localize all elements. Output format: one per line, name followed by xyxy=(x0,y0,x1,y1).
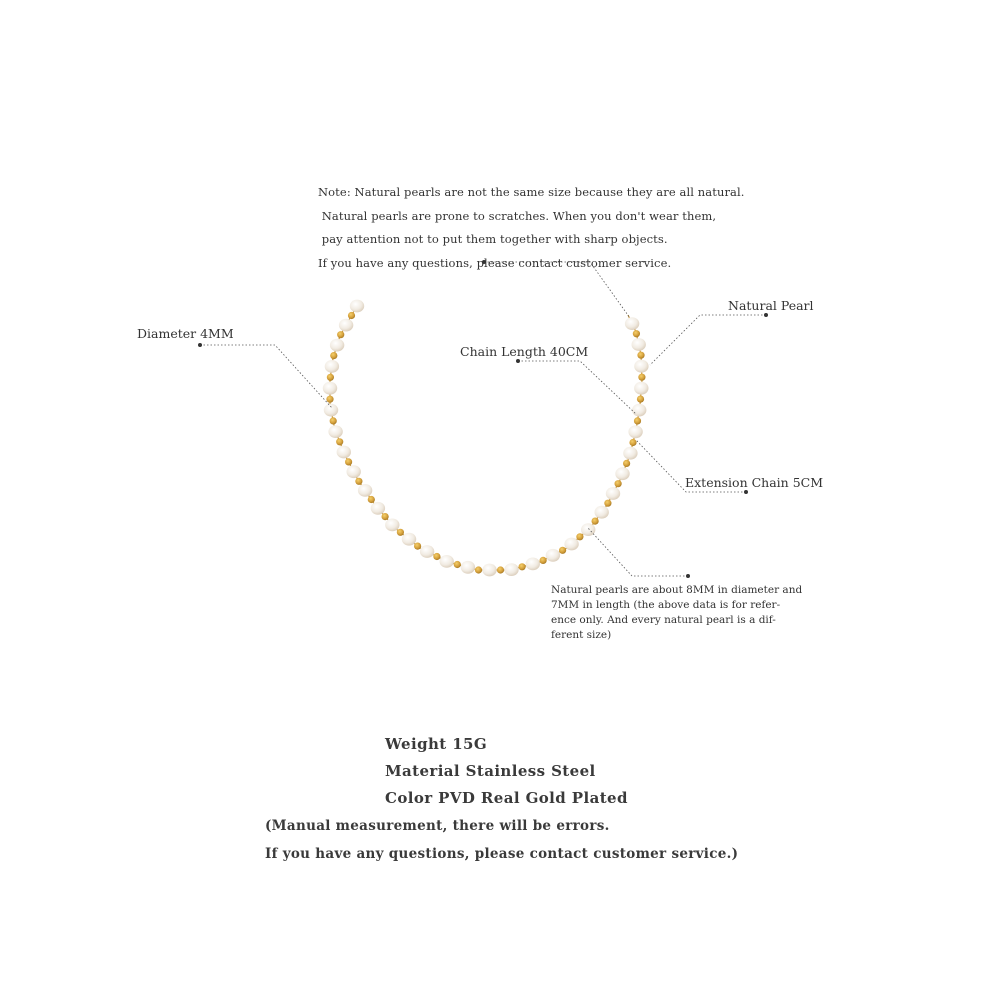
pearl-bead xyxy=(325,360,339,373)
pearl-bead xyxy=(420,545,434,558)
gold-bead xyxy=(330,417,337,424)
pearl-bead xyxy=(440,555,454,568)
pearl-bead xyxy=(634,360,648,373)
gold-bead xyxy=(592,518,599,525)
gold-bead xyxy=(345,458,352,465)
pearl-bead xyxy=(328,425,342,438)
gold-bead xyxy=(637,396,644,403)
gold-bead xyxy=(348,312,355,319)
pearl-bead xyxy=(402,533,416,546)
extension-chain-label: Extension Chain 5CM xyxy=(685,475,824,490)
natural-pearl-leader-dot xyxy=(764,313,768,317)
gold-bead xyxy=(559,547,566,554)
pearl-bead xyxy=(330,339,344,352)
pearl-bead xyxy=(347,465,361,478)
gold-bead xyxy=(637,352,644,359)
pearl-bead xyxy=(526,558,540,571)
pearl-size-detail xyxy=(551,583,816,643)
care-note-line: pay attention not to put them together with sharp objects. xyxy=(318,232,668,246)
footer-disclaimer-line1: (Manual measurement, there will be errors. xyxy=(265,818,610,834)
care-note-line: Note: Natural pearls are not the same size because they are all natural. xyxy=(318,185,745,199)
pearl-bead xyxy=(632,338,646,351)
pearl-bead xyxy=(323,382,337,395)
diameter-leader-dot xyxy=(198,343,202,347)
gold-bead xyxy=(540,557,547,564)
spec-color: Color PVD Real Gold Plated xyxy=(385,789,628,807)
gold-bead xyxy=(382,513,389,520)
pearl-bead xyxy=(504,563,518,576)
extension-chain-leader-dot xyxy=(744,490,748,494)
gold-bead xyxy=(327,374,334,381)
gold-bead xyxy=(576,533,583,540)
gold-bead xyxy=(433,553,440,560)
pearl-bead xyxy=(625,317,639,330)
pearl-bead xyxy=(595,506,609,519)
gold-bead xyxy=(629,439,636,446)
gold-bead xyxy=(336,438,343,445)
chain-length-label: Chain Length 40CM xyxy=(460,344,589,359)
gold-bead xyxy=(615,480,622,487)
pearl-bead xyxy=(615,467,629,480)
chain-length-leader-line xyxy=(518,361,636,414)
pearl-bead xyxy=(350,300,364,313)
pearl-size-detail-line: ence only. And every natural pearl is a dif- xyxy=(551,614,776,626)
natural-pearl-leader-line xyxy=(650,315,766,365)
gold-bead xyxy=(326,396,333,403)
pearl-bead xyxy=(324,404,338,417)
pearl-bead xyxy=(634,382,648,395)
necklace-beads xyxy=(323,300,649,577)
gold-bead xyxy=(454,561,461,568)
pearl-bead xyxy=(482,564,496,577)
pearl-size-detail-line: Natural pearls are about 8MM in diameter and xyxy=(551,584,803,596)
diameter-label: Diameter 4MM xyxy=(137,326,234,341)
gold-bead xyxy=(355,478,362,485)
gold-bead xyxy=(475,566,482,573)
gold-bead xyxy=(638,374,645,381)
gold-bead xyxy=(519,563,526,570)
care-note-line: If you have any questions, please contact customer service. xyxy=(318,255,672,270)
gold-bead xyxy=(414,543,421,550)
pearl-detail-leader-dot xyxy=(686,574,690,578)
pearl-size-detail-line: 7MM in length (the above data is for refer- xyxy=(551,599,781,611)
pearl-bead xyxy=(385,519,399,532)
spec-material: Material Stainless Steel xyxy=(385,762,596,780)
gold-bead xyxy=(604,500,611,507)
care-note-line: Natural pearls are prone to scratches. When you don't wear them, xyxy=(318,208,717,223)
pearl-bead xyxy=(337,446,351,459)
pearl-bead xyxy=(632,404,646,417)
pearl-bead xyxy=(546,549,560,562)
gold-bead xyxy=(633,330,640,337)
gold-bead xyxy=(337,331,344,338)
gold-bead xyxy=(497,566,504,573)
pearl-bead xyxy=(461,561,475,574)
pearl-bead xyxy=(358,484,372,497)
chain-length-leader-dot xyxy=(516,359,520,363)
pearl-bead xyxy=(628,425,642,438)
gold-bead xyxy=(397,529,404,536)
gold-bead xyxy=(623,460,630,467)
gold-bead xyxy=(330,352,337,359)
callout-leader-lines xyxy=(198,260,768,578)
footer-disclaimer-line2: If you have any questions, please contact customer service.) xyxy=(265,846,739,862)
gold-bead xyxy=(368,496,375,503)
care-note xyxy=(318,181,745,275)
natural-pearl-label: Natural Pearl xyxy=(728,298,814,313)
diameter-leader-line xyxy=(200,345,332,408)
pearl-bead xyxy=(371,502,385,515)
pearl-detail-leader-line xyxy=(588,528,688,576)
gold-bead xyxy=(634,417,641,424)
pearl-bead xyxy=(339,319,353,332)
pearl-bead xyxy=(564,538,578,551)
pearl-size-detail-line: ferent size) xyxy=(551,629,612,641)
pearl-bead xyxy=(606,487,620,500)
pearl-bead xyxy=(623,447,637,460)
spec-weight: Weight 15G xyxy=(385,735,488,753)
